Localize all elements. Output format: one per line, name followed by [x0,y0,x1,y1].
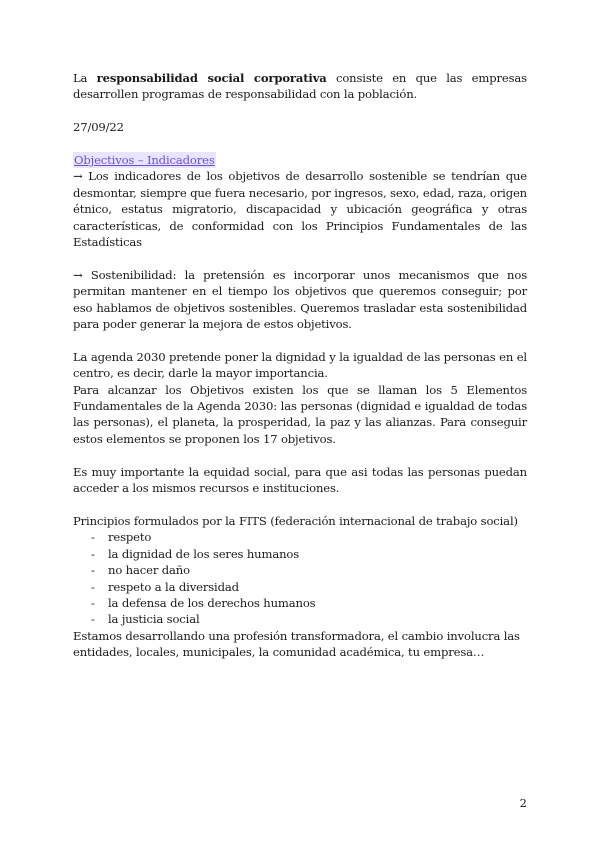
spacer [73,447,527,463]
intro-text-end: consiste en que las empresas desarrollen programas de responsabilidad con la población. [73,71,527,102]
list-item-text: respeto [108,530,152,545]
spacer [73,332,527,348]
list-item-text: respeto a la diversidad [108,579,239,594]
principles-intro: Principios formulados por la FITS (federación internacional de trabajo social) [73,513,518,528]
page-number: 2 [519,796,527,810]
list-item-text: la dignidad de los seres humanos [108,546,300,561]
principles-list [73,529,527,627]
sustainability-paragraph: → Sostenibilidad: la pretensión es incorporar unos mecanismos que nos permitan mantener en el tiempo los objetivos que queremos conseguir; por eso hablamos de objetivos sostenibles. Queremos trasladar esta sostenibilidad para poder generar la mejora de estos objetivos. [73,267,527,332]
list-dash: - [91,546,95,561]
list-item [91,546,527,562]
heading-link[interactable]: Objectivos – Indicadores [74,153,215,167]
page-content [73,70,527,661]
equity-paragraph: Es muy importante la equidad social, para que asi todas las personas puedan acceder a los mismos recursos e instituciones. [73,464,527,496]
list-dash: - [91,563,95,578]
elements-paragraph: Para alcanzar los Objetivos existen los que se llaman los 5 Elementos Fundamentales de la Agenda 2030: las personas (dignidad e igualdad de todas las personas), el planeta, la prosperidad, la paz y las alianzas. Para conseguir estos elementos se proponen los 17 objetivos. [73,382,527,446]
intro-bold-term: responsabilidad social corporativa [96,71,327,85]
list-item-text: no hacer daño [108,563,190,578]
list-item [91,529,527,545]
list-item [91,595,527,611]
list-item [91,611,527,627]
list-item [91,579,527,595]
spacer [73,136,527,152]
list-item [91,562,527,578]
date-line: 27/09/22 [73,120,124,135]
list-item-text: la defensa de los derechos humanos [108,595,316,610]
indicators-paragraph: → Los indicadores de los objetivos de desarrollo sostenible se tendrían que desmontar, siempre que fuera necesario, por ingresos, sexo, edad, raza, origen étnico, estatus migratorio, discapacidad y ubicación geográfica y otras características, de conformidad con los Principios Fundamentales de las Estadísticas [73,169,527,250]
list-dash: - [91,612,95,627]
list-dash: - [91,579,95,594]
list-item-text: la justicia social [108,612,200,627]
list-dash: - [91,595,95,610]
intro-text-start: La [73,71,97,85]
spacer [73,496,527,512]
closing-paragraph: Estamos desarrollando una profesión transformadora, el cambio involucra las entidades, locales, municipales, la comunidad académica, tu empresa… [73,628,520,660]
list-dash: - [91,530,95,545]
spacer [73,103,527,119]
intro-paragraph [73,70,527,103]
agenda-paragraph: La agenda 2030 pretende poner la dignidad y la igualdad de las personas en el centro, es decir, darle la mayor importancia. [73,349,527,381]
section-heading [73,152,527,168]
spacer [73,250,527,266]
